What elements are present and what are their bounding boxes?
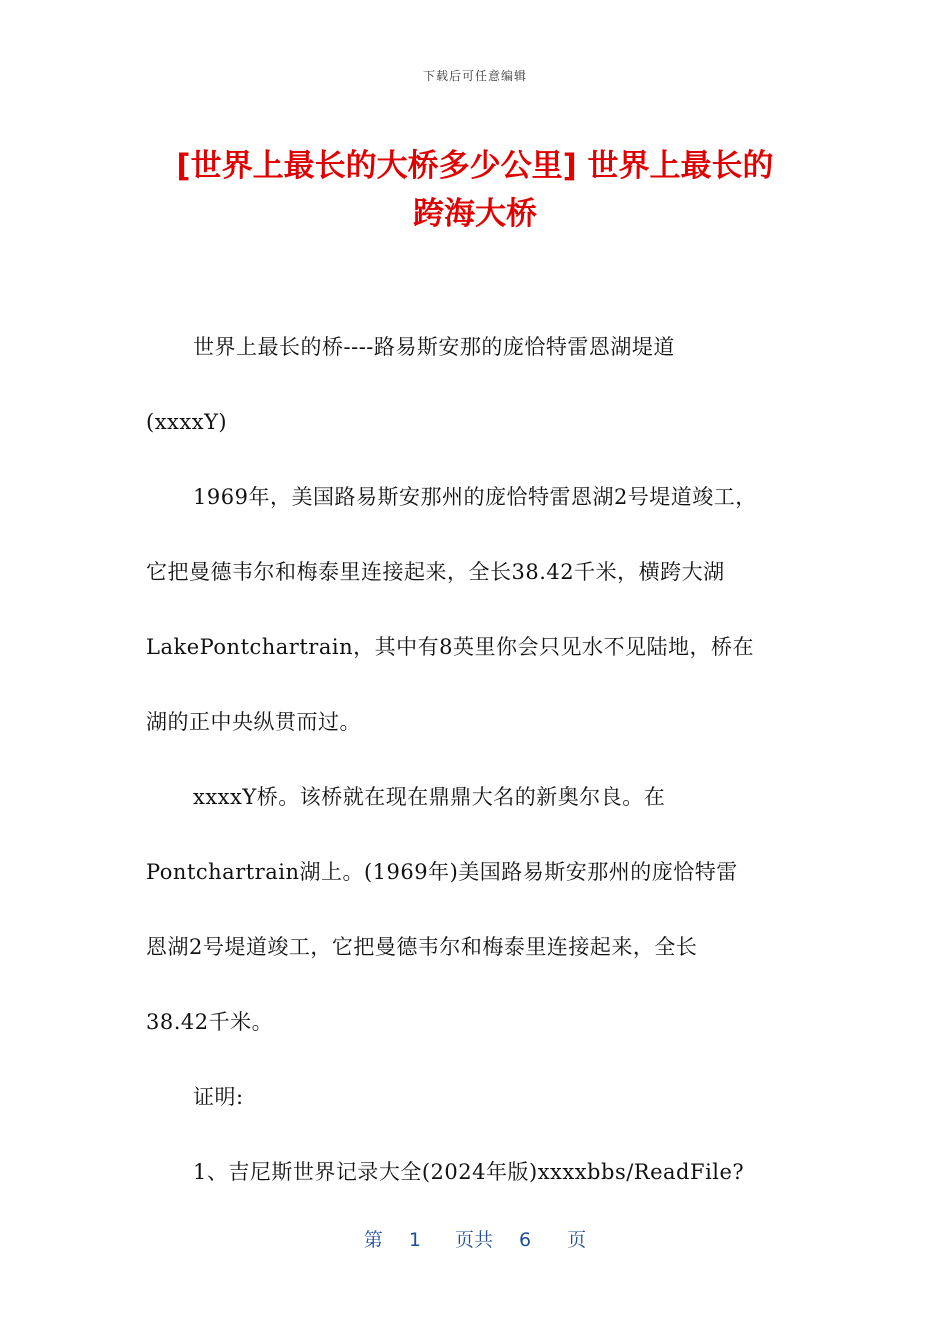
body-line: 证明:: [193, 1085, 244, 1109]
footer-label-pages: 页: [567, 1229, 587, 1251]
footer-current-page: 1: [408, 1229, 421, 1251]
body-line: (xxxxY): [146, 410, 228, 434]
footer-label-page: 第: [363, 1229, 383, 1251]
body-line: xxxxY桥。该桥就在现在鼎鼎大名的新奥尔良。在: [193, 785, 666, 809]
body-line: 1、吉尼斯世界记录大全(2024年版)xxxxbbs/ReadFile?: [193, 1160, 745, 1184]
page-footer: [0, 1225, 950, 1252]
body-line: 1969年，美国路易斯安那州的庞恰特雷恩湖2号堤道竣工，: [193, 485, 757, 509]
body-line: LakePontchartrain，其中有8英里你会只见水不见陆地，桥在: [146, 635, 754, 659]
title-line-1: [世界上最长的大桥多少公里] 世界上最长的: [176, 148, 774, 184]
document-title: [100, 142, 850, 238]
title-line-2: 跨海大桥: [413, 196, 537, 232]
document-body: [146, 310, 826, 1210]
footer-label-of: 页共: [454, 1229, 493, 1251]
body-line: Pontchartrain湖上。(1969年)美国路易斯安那州的庞恰特雷: [146, 860, 738, 884]
footer-total-pages: 6: [519, 1229, 532, 1251]
body-line: 它把曼德韦尔和梅泰里连接起来，全长38.42千米，横跨大湖: [146, 560, 725, 584]
header-note: 下载后可任意编辑: [422, 69, 527, 83]
body-line: 世界上最长的桥----路易斯安那的庞恰特雷恩湖堤道: [193, 335, 675, 359]
body-line: 恩湖2号堤道竣工，它把曼德韦尔和梅泰里连接起来，全长: [146, 935, 698, 959]
body-line: 湖的正中央纵贯而过。: [146, 710, 361, 734]
body-line: 38.42千米。: [146, 1010, 274, 1034]
